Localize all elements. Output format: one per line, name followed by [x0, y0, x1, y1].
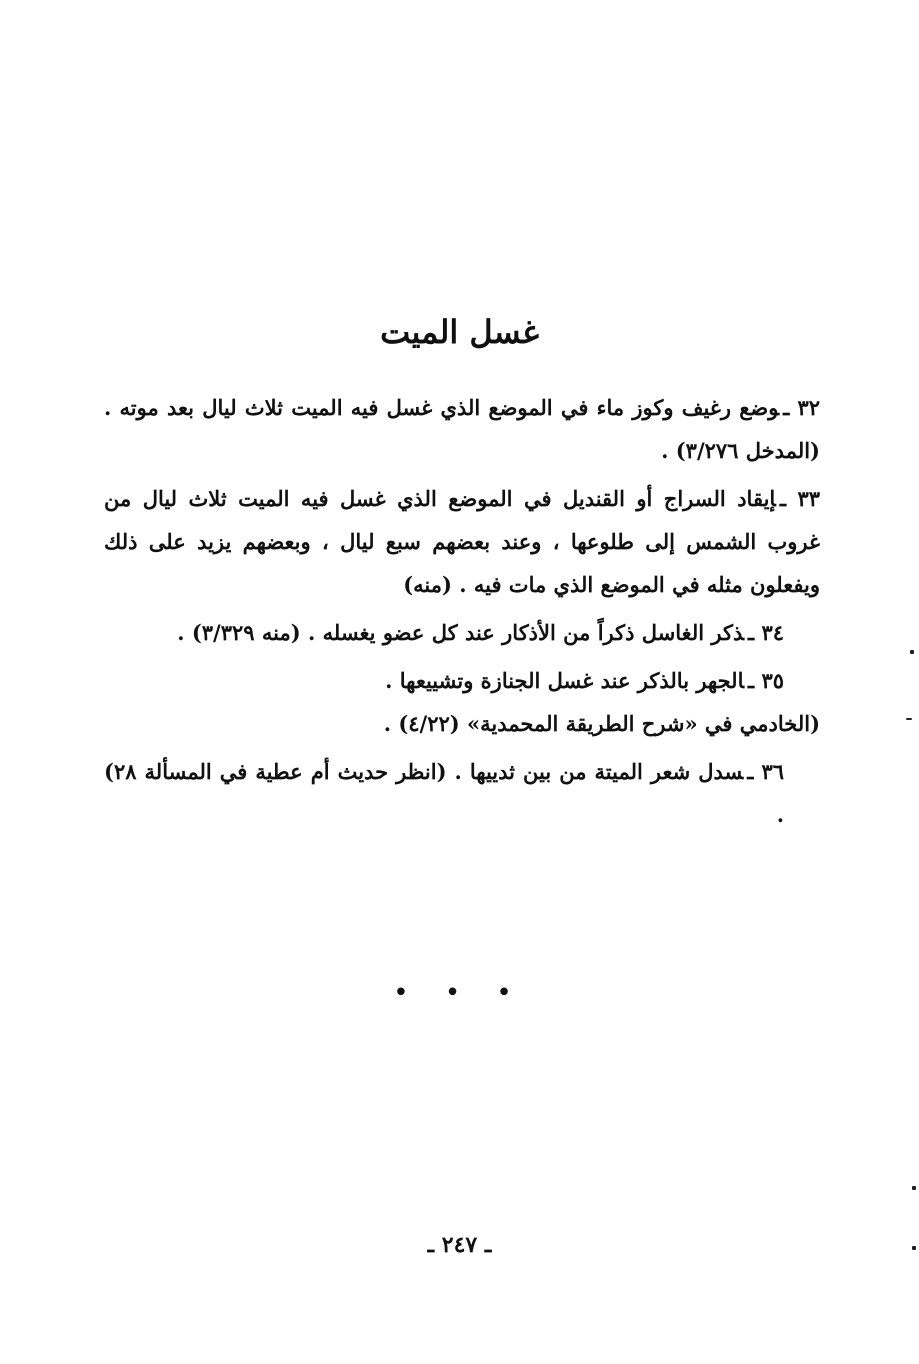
item-reference: (الخادمي في «شرح الطريقة المحمدية» (٤/٢٢) . [383, 711, 820, 736]
list-item [104, 659, 820, 702]
item-text: سدل شعر الميتة من بين ثدييها . (انظر حديث أم عطية في المسألة ٢٨) . [104, 759, 784, 827]
item-number: ٣٢ ـ [783, 395, 821, 420]
item-number: ٣٤ ـ [747, 620, 784, 645]
list-item [104, 386, 820, 472]
scan-speck [912, 1186, 916, 1190]
item-number: ٣٥ ـ [747, 668, 784, 693]
item-number: ٣٣ ـ [779, 486, 821, 511]
item-text: الجهر بالذكر عند غسل الجنازة وتشييعها . [385, 668, 744, 693]
item-text: وضع رغيف وكوز ماء في الموضع الذي غسل فيه الميت ثلاث ليال بعد موته . (المدخل ٣/٢٧٦) . [104, 395, 820, 463]
list-item [104, 477, 820, 606]
list-item [104, 611, 820, 654]
scan-speck [912, 1246, 916, 1250]
page-number: ـ ٢٤٧ ـ [427, 1232, 492, 1258]
section-separator: • • • [393, 978, 526, 1008]
item-number: ٣٦ ـ [747, 759, 785, 784]
scan-speck [910, 650, 914, 654]
page-title: غسل الميت [380, 313, 539, 351]
item-text: ذكر الغاسل ذكراً من الأذكار عند كل عضو يغسله . (منه ٣/٣٢٩) . [177, 620, 744, 645]
scan-speck [906, 718, 912, 720]
text-body [104, 386, 820, 841]
item-text: إيقاد السراج أو القنديل في الموضع الذي غسل فيه الميت ثلاث ليال من غروب الشمس إلى طلوعها ، وعند بعضهم سبع ليال ، وبعضهم يزيد على ذلك ويفعلون مثله في الموضع الذي مات فيه . (منه) [104, 486, 820, 597]
list-item [104, 750, 820, 836]
